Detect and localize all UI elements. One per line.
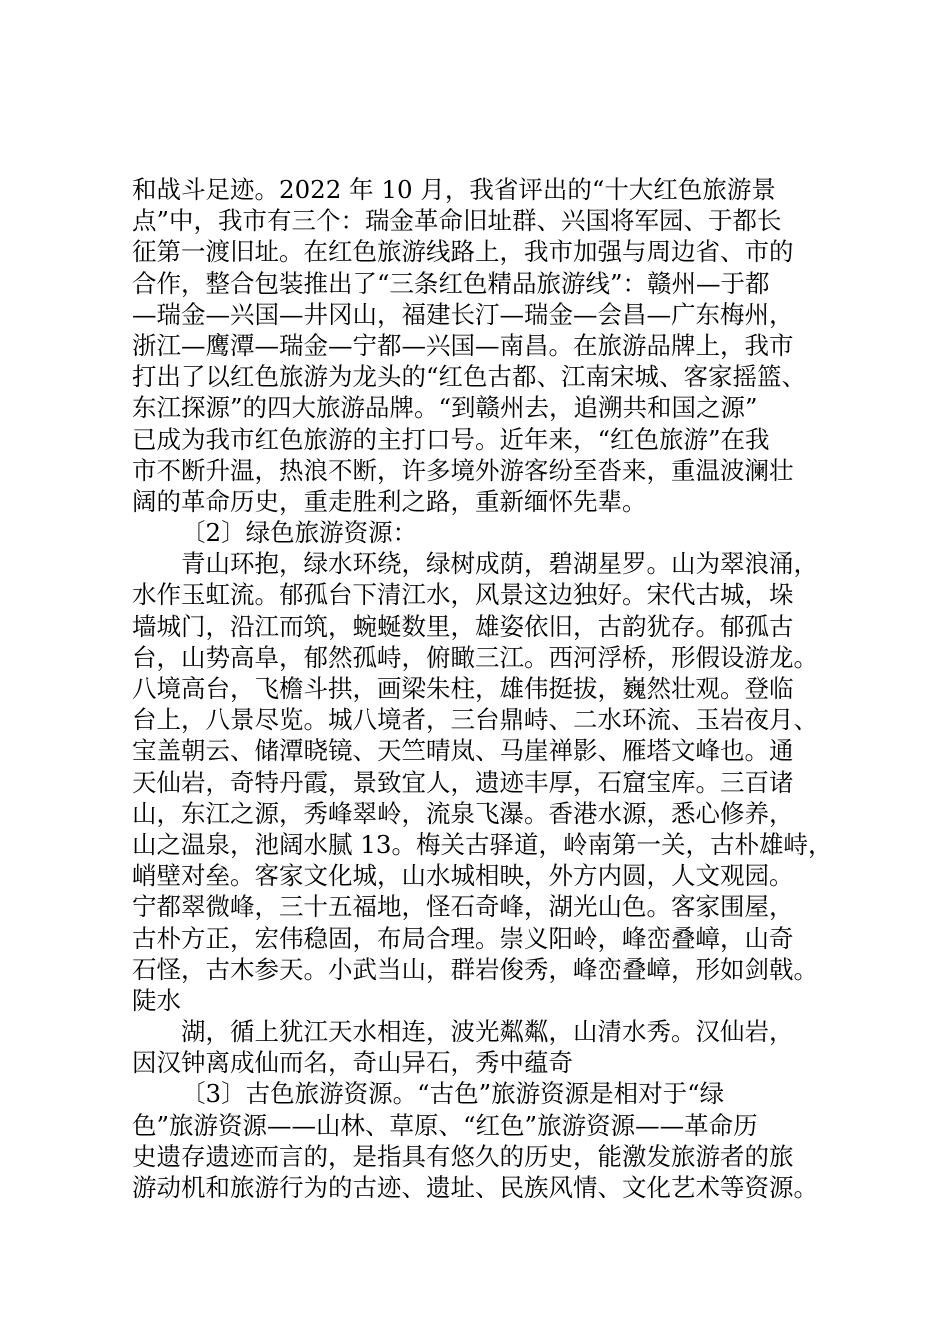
- section-heading: 〔2〕绿色旅游资源：: [181, 518, 418, 548]
- text-line: 因汉钟离成仙而名，奇山异石，秀中蕴奇: [132, 1048, 573, 1078]
- text-line: 已成为我市红色旅游的主打口号。近年来，“红色旅游”在我: [132, 424, 770, 454]
- text-line: 游动机和旅游行为的古迹、遗址、民族风情、文化艺术等资源。: [132, 1173, 818, 1202]
- document-body: [132, 174, 842, 1203]
- text-line: 阔的革命历史，重走胜利之路，重新缅怀先辈。: [132, 486, 647, 516]
- text-line: 山，东江之源，秀峰翠岭，流泉飞瀑。香港水源，悉心修养，: [132, 798, 794, 828]
- text-line: —瑞金—兴国—井冈山，福建长汀—瑞金—会昌—广东梅州，: [132, 299, 794, 329]
- text-line: 陡水: [132, 985, 181, 1015]
- text-line: 峭壁对垒。客家文化城，山水城相映，外方内圆，人文观园。: [132, 861, 794, 891]
- text-line: 打出了以红色旅游为龙头的“红色古都、江南宋城、客家摇篮、: [132, 362, 807, 392]
- section-heading: 〔3〕古色旅游资源。“古色”旅游资源是相对于“绿: [181, 1079, 725, 1109]
- text-line: 和战斗足迹。2022 年 10 月，我省评出的“十大红色旅游景: [132, 175, 776, 204]
- text-line: 市不断升温，热浪不断，许多境外游客纷至沓来，重温波澜壮: [132, 455, 794, 485]
- text-line: 东江探源”的四大旅游品牌。“到赣州去，追溯共和国之源”: [132, 393, 758, 423]
- text-line: 宝盖朝云、储潭晓镜、天竺晴岚、马崖禅影、雁塔文峰也。通: [132, 736, 794, 766]
- text-line: 古朴方正，宏伟稳固，布局合理。崇义阳岭，峰峦叠嶂，山奇: [132, 923, 794, 953]
- text-line: 点”中，我市有三个：瑞金革命旧址群、兴国将军园、于都长: [132, 206, 782, 236]
- text-line: 石怪，古木参天。小武当山，群岩俊秀，峰峦叠嶂，形如剑戟。: [132, 954, 818, 984]
- text-line: 合作，整合包装推出了“三条红色精品旅游线”：赣州—于都: [132, 268, 770, 298]
- text-line: 山之温泉，池阔水腻 13。梅关古驿道，岭南第一关，古朴雄峙，: [132, 829, 833, 859]
- text-line: 台，山势高阜，郁然孤峙，俯瞰三江。西河浮桥，形假设游龙。: [132, 642, 818, 672]
- text-line: 征第一渡旧址。在红色旅游线路上，我市加强与周边省、市的: [132, 237, 794, 267]
- text-line: 宁都翠微峰，三十五福地，怪石奇峰，湖光山色。客家围屋，: [132, 892, 794, 922]
- text-line: 色”旅游资源——山林、草原、“红色”旅游资源——革命历: [132, 1110, 758, 1140]
- text-line: 浙江—鹰潭—瑞金—宁都—兴国—南昌。在旅游品牌上，我市: [132, 330, 794, 360]
- text-line: 八境高台，飞檐斗拱，画梁朱柱，雄伟挺拔，巍然壮观。登临: [132, 674, 794, 703]
- paragraph-start-line: 青山环抱，绿水环绕，绿树成荫，碧湖星罗。山为翠浪涌，: [181, 549, 818, 579]
- text-line: 墙城门，沿江而筑，蜿蜒数里，雄姿依旧，古韵犹存。郁孤古: [132, 611, 794, 641]
- text-line: 水作玉虹流。郁孤台下清江水，风景这边独好。宋代古城，垛: [132, 580, 794, 610]
- text-line: 史遗存遗迹而言的，是指具有悠久的历史，能激发旅游者的旅: [132, 1141, 794, 1171]
- text-line: 天仙岩，奇特丹霞，景致宜人，遗迹丰厚，石窟宝库。三百诸: [132, 767, 794, 797]
- text-line: 台上，八景尽览。城八境者，三台鼎峙、二水环流、玉岩夜月、: [132, 705, 818, 735]
- paragraph-start-line: 湖，循上犹江天水相连，波光粼粼，山清水秀。汉仙岩，: [181, 1017, 794, 1047]
